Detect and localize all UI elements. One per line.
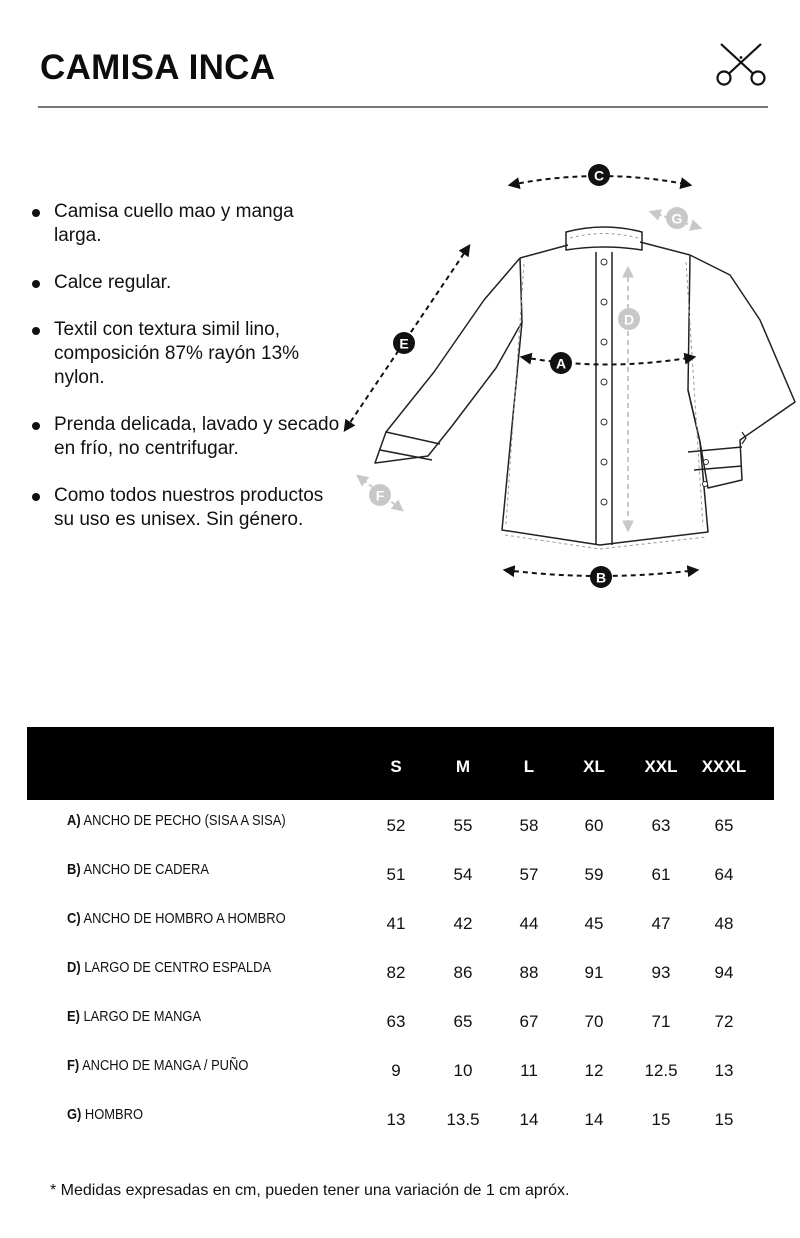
table-cell: 94	[714, 963, 734, 982]
table-cell: 15	[651, 1110, 671, 1129]
row-label	[67, 910, 286, 927]
table-header	[27, 727, 774, 800]
table-cell: 93	[651, 963, 671, 982]
table-row	[27, 800, 774, 849]
table-cell: 9	[391, 1061, 401, 1080]
bullet-icon	[32, 280, 40, 288]
row-label	[67, 1008, 201, 1025]
row-code: E)	[67, 1008, 80, 1025]
marker-b-label: B	[595, 569, 607, 586]
bullet-icon	[32, 327, 40, 335]
page-title: CAMISA INCA	[40, 48, 276, 87]
bullet-icon	[32, 209, 40, 217]
table-cell: 67	[519, 1012, 539, 1031]
table-cell: 51	[386, 865, 406, 884]
size-header-xxl: XXL	[644, 757, 678, 776]
table-cell: 65	[714, 816, 734, 835]
row-text: ANCHO DE CADERA	[83, 861, 209, 878]
measure-arrow-a	[522, 357, 694, 365]
row-label	[67, 861, 209, 878]
table-cell: 70	[584, 1012, 604, 1031]
table-cell: 13	[386, 1110, 406, 1129]
table-cell: 45	[584, 914, 604, 933]
table-cell: 64	[714, 865, 734, 884]
size-table	[27, 727, 774, 1143]
table-cell: 15	[714, 1110, 734, 1129]
table-row	[27, 898, 774, 947]
size-header-xxxl: XXXL	[701, 757, 747, 776]
size-header-s: S	[390, 757, 402, 776]
feature-item	[30, 484, 340, 532]
row-code: F)	[67, 1057, 80, 1074]
table-cell: 14	[519, 1110, 539, 1129]
table-cell: 63	[651, 816, 671, 835]
marker-d-label: D	[623, 311, 635, 328]
table-cell: 10	[453, 1061, 473, 1080]
header-divider	[38, 106, 768, 108]
table-cell: 72	[714, 1012, 734, 1031]
marker-f	[369, 484, 391, 506]
table-cell: 11	[520, 1061, 538, 1080]
bullet-icon	[32, 422, 40, 430]
marker-g	[666, 207, 688, 229]
table-cell: 13	[714, 1061, 734, 1080]
row-code: G)	[67, 1106, 82, 1123]
feature-item	[30, 271, 340, 295]
table-cell: 41	[386, 914, 406, 933]
table-cell: 54	[453, 865, 473, 884]
table-cell: 58	[519, 816, 539, 835]
table-cell: 44	[519, 914, 539, 933]
row-text: ANCHO DE PECHO (SISA A SISA)	[83, 812, 286, 829]
marker-e-label: E	[399, 335, 409, 352]
size-header-xl: XL	[583, 757, 605, 776]
table-row	[27, 996, 774, 1045]
row-label	[67, 1106, 143, 1123]
feature-text: Camisa cuello mao y manga larga.	[54, 201, 294, 246]
table-cell: 65	[453, 1012, 473, 1031]
table-cell: 12	[584, 1061, 604, 1080]
table-cell: 82	[386, 963, 406, 982]
row-code: D)	[67, 959, 81, 976]
table-cell: 55	[453, 816, 473, 835]
table-cell: 88	[519, 963, 539, 982]
row-label	[67, 959, 271, 976]
marker-c	[588, 164, 610, 186]
feature-text: Calce regular.	[54, 272, 172, 293]
marker-g-label: G	[671, 210, 683, 227]
table-cell: 91	[584, 963, 604, 982]
row-text: HOMBRO	[84, 1106, 143, 1123]
table-row	[27, 1045, 774, 1094]
feature-text: Textil con textura simil lino, composición 87% rayón 13% nylon.	[54, 319, 300, 388]
row-text: LARGO DE CENTRO ESPALDA	[84, 959, 272, 976]
table-cell: 13.5	[446, 1110, 480, 1129]
table-cell: 48	[714, 914, 734, 933]
table-cell: 86	[453, 963, 473, 982]
table-cell: 42	[453, 914, 473, 933]
feature-item	[30, 318, 340, 390]
marker-e	[393, 332, 415, 354]
marker-f-label: F	[375, 487, 385, 504]
table-cell: 61	[651, 865, 671, 884]
table-cell: 12.5	[644, 1061, 678, 1080]
row-label	[67, 812, 286, 829]
table-cell: 71	[651, 1012, 671, 1031]
scissors-icon	[712, 38, 770, 96]
table-cell: 60	[584, 816, 604, 835]
table-cell: 57	[519, 865, 539, 884]
row-code: B)	[67, 861, 81, 878]
marker-d	[618, 308, 640, 330]
row-text: ANCHO DE HOMBRO A HOMBRO	[83, 910, 286, 927]
table-row	[27, 1094, 774, 1143]
row-text: ANCHO DE MANGA / PUÑO	[82, 1057, 249, 1074]
table-row	[27, 947, 774, 996]
marker-b	[590, 566, 612, 588]
table-cell: 14	[584, 1110, 604, 1129]
feature-item	[30, 413, 340, 461]
table-cell: 47	[651, 914, 671, 933]
feature-text: Como todos nuestros productos su uso es unisex. Sin género.	[54, 485, 324, 530]
marker-c-label: C	[593, 167, 605, 184]
table-cell: 59	[584, 865, 604, 884]
bullet-icon	[32, 493, 40, 501]
row-text: LARGO DE MANGA	[83, 1008, 202, 1025]
size-header-m: M	[455, 757, 471, 776]
row-label	[67, 1057, 248, 1074]
shirt-diagram	[330, 150, 800, 600]
footnote: * Medidas expresadas en cm, pueden tener una variación de 1 cm apróx.	[50, 1182, 570, 1199]
feature-item	[30, 200, 340, 248]
table-cell: 63	[386, 1012, 406, 1031]
row-code: A)	[67, 812, 81, 829]
row-code: C)	[67, 910, 81, 927]
shirt-buttons	[601, 259, 709, 505]
feature-text: Prenda delicada, lavado y secado en frío, no centrifugar.	[54, 414, 340, 459]
marker-a	[550, 352, 572, 374]
shirt-outline	[375, 227, 795, 545]
table-cell: 52	[386, 816, 406, 835]
table-row	[27, 849, 774, 898]
feature-list	[30, 200, 340, 555]
marker-a-label: A	[555, 355, 567, 372]
size-header-l: L	[523, 757, 535, 776]
